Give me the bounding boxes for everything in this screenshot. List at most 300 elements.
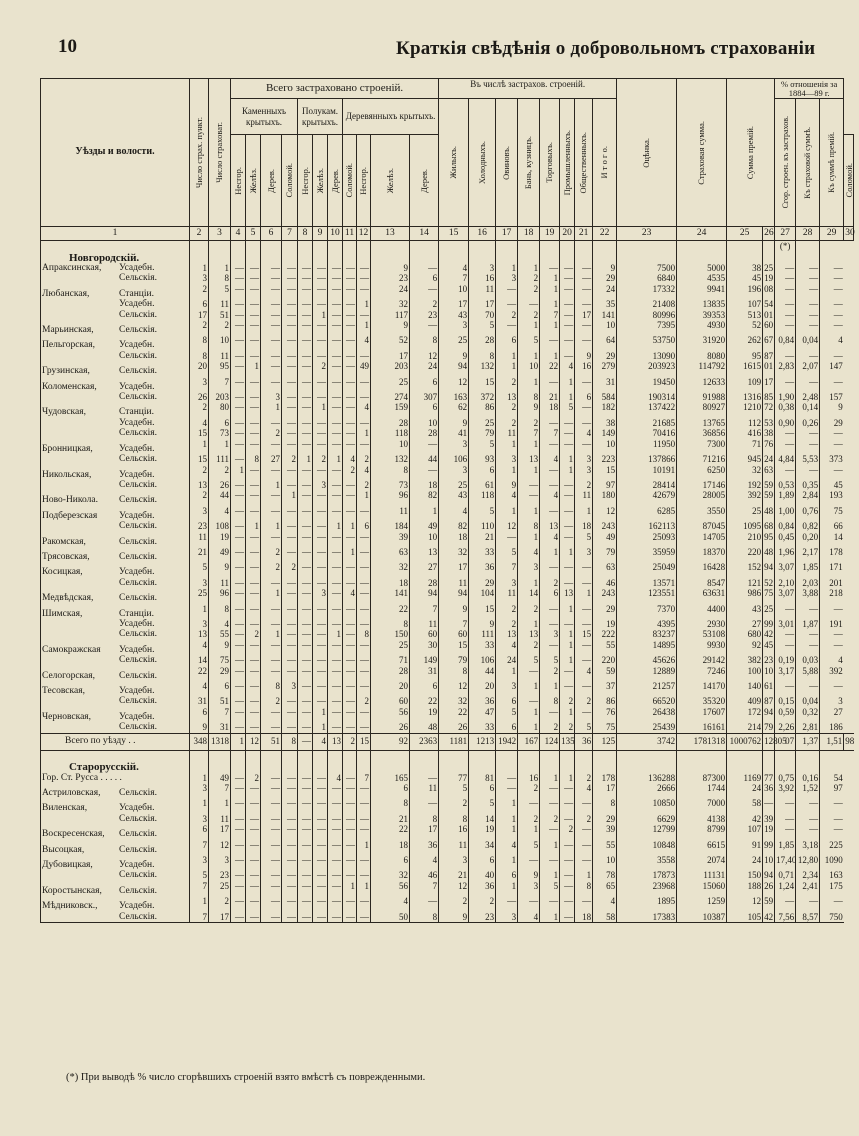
table-cell: 0,26 [796,418,820,428]
table-cell: 10387 [677,912,727,923]
table-cell: — [328,320,343,335]
header-zhelez-p: Желѣз. [314,167,325,194]
table-cell: — [775,263,796,273]
table-cell: — [261,263,282,273]
table-row [41,629,854,639]
row-label [41,840,190,855]
table-cell: 4 [540,454,560,464]
table-cell: 21 [371,814,410,824]
table-cell: 60 [763,320,775,335]
table-cell: 11 [575,490,593,505]
table-cell: 3 [575,547,593,562]
table-cell: — [298,588,313,603]
total-cell: 1000762 [727,733,763,750]
settlement-kind: Станціи. [119,608,154,619]
table-cell: — [313,547,328,562]
empty-cell [231,750,246,773]
table-cell: 36 [410,840,439,855]
table-cell: — [343,562,357,577]
table-cell: 1 [518,351,540,361]
table-cell: 25 [371,640,410,655]
table-cell: 15 [469,377,496,392]
table-cell: 5,88 [796,666,820,681]
table-cell: 92 [727,640,763,655]
table-cell: — [282,310,298,320]
table-cell: 70 [469,310,496,320]
table-cell: 4 [540,532,560,547]
table-cell: — [796,320,820,335]
table-cell: 01 [763,361,775,376]
table-cell: — [261,310,282,320]
table-cell: 68 [764,521,774,532]
table-cell: 4930 [677,320,727,335]
table-cell: 10 [593,320,617,335]
table-cell: 23 [469,912,496,923]
table-cell: 5 [209,284,231,299]
table-cell: 5 [518,840,540,855]
table-cell: 49 [209,547,231,562]
table-cell: 86 [593,696,617,706]
table-cell: 372 [469,392,496,402]
table-cell: — [261,870,282,880]
table-cell: — [775,629,796,639]
table-row [41,722,854,733]
table-cell: — [357,273,371,283]
table-cell: 31 [209,722,231,733]
table-row [41,840,854,855]
table-cell: 29 [593,814,617,824]
volost-name: Марьинская, [42,325,94,336]
total-cell: 2 [343,733,357,750]
table-cell: 9 [575,351,593,361]
table-cell: — [343,798,357,813]
table-cell: 23 [410,310,439,320]
table-row [41,439,854,454]
table-cell: — [540,506,560,521]
table-cell: 52 [764,577,774,588]
table-cell: — [575,681,593,696]
table-cell: 27 [261,454,282,464]
table-cell: 6 [209,681,231,696]
table-row [41,896,854,911]
table-cell: 1 [540,299,560,309]
table-cell: — [560,855,575,870]
table-cell: 1 [560,465,575,480]
header-promysh: Промышленныхъ. [561,129,572,196]
table-cell: — [357,798,371,813]
table-cell: — [298,783,313,798]
table-cell: 16 [518,773,540,783]
volost-name: Чудовская, [42,407,86,418]
table-cell: — [518,896,540,911]
table-cell: 13 [410,547,439,562]
table-cell: — [575,299,593,309]
table-cell: — [796,377,820,392]
table-cell: 9 [209,562,231,577]
table-cell: 945 [727,454,763,464]
table-cell: — [343,855,357,870]
column-number: 12 [357,227,371,241]
table-cell: — [313,335,328,350]
table-cell: 87 [764,696,774,707]
table-cell: 4138 [677,814,727,824]
header-strah: Число страховат. [214,122,224,183]
column-number: 3 [209,227,231,241]
table-cell: — [298,547,313,562]
table-cell: 3 [313,480,328,490]
table-cell: — [518,798,540,813]
header-k-summe: Къ суммѣ премій. [827,132,837,193]
table-cell: — [282,604,298,619]
table-cell: 6 [469,465,496,480]
empty-cell [775,750,796,773]
table-cell: 203923 [617,361,677,376]
table-cell: 22 [540,361,560,376]
table-cell: 10191 [617,465,677,480]
settlement-kind: Сельскія. [119,428,157,439]
table-cell: 25 [190,588,209,603]
settlement-kind: Сельскія. [119,577,157,588]
table-cell: 17 [593,783,617,798]
empty-cell [410,241,439,264]
section-header [41,241,854,264]
table-cell: 17 [410,824,439,839]
table-cell: 25093 [617,532,677,547]
table-cell: 6 [496,870,518,880]
table-cell: — [796,824,820,839]
table-cell: 186 [820,722,844,733]
table-cell: — [261,722,282,733]
page-number: 10 [58,36,77,57]
table-cell: — [343,299,357,309]
table-row [41,604,854,619]
table-cell: — [298,490,313,505]
table-cell: 2,03 [796,578,820,588]
table-cell: — [282,578,298,588]
table-cell: — [282,465,298,480]
table-cell: — [328,681,343,696]
total-cell: 1 [231,733,246,750]
table-cell: — [298,814,313,824]
table-cell: 79 [469,428,496,438]
table-cell: 75 [820,506,844,521]
table-cell: — [313,392,328,402]
table-cell: 0,75 [775,773,796,783]
total-cell: 15 [357,733,371,750]
table-cell: 41 [439,428,469,438]
table-cell: 45 [763,640,775,655]
table-cell: 5 [496,707,518,722]
table-cell: 21257 [617,681,677,696]
table-cell: — [328,335,343,350]
table-cell: — [231,798,246,813]
table-cell: — [282,521,298,531]
column-number: 4 [231,227,246,241]
table-cell: — [282,588,298,603]
table-cell: — [575,640,593,655]
table-cell: — [357,814,371,824]
table-cell: — [246,870,261,880]
table-cell: 13090 [617,351,677,361]
table-cell: — [328,284,343,299]
table-row [41,562,854,577]
table-cell: — [328,578,343,588]
table-cell: — [282,402,298,417]
table-cell: 13 [518,454,540,464]
row-label [41,640,190,655]
empty-cell [246,750,261,773]
table-cell: — [796,273,820,283]
table-cell: 214 [727,722,763,733]
table-cell: — [343,310,357,320]
table-cell: 99 [764,618,774,629]
volost-name: Тесовская, [42,686,85,696]
table-cell: 1 [560,629,575,639]
table-cell: — [231,881,246,896]
table-cell: 9 [820,402,844,417]
table-cell: — [282,640,298,655]
settlement-kind: Сельскія. [119,829,157,840]
table-cell: 16 [575,361,593,376]
settlement-kind: Усадебн. [119,443,155,454]
header-k-strah: Къ страховой суммѣ. [803,126,813,199]
table-cell: 18 [371,578,410,588]
table-cell: — [575,263,593,273]
table-cell: — [560,273,575,283]
table-cell: 3,17 [775,666,796,681]
table-cell: — [575,562,593,577]
table-cell: 159 [371,402,410,417]
table-cell: — [231,696,246,706]
row-label [41,273,190,283]
table-cell: — [313,619,328,629]
table-cell: 12 [593,506,617,521]
table-cell: 75 [209,655,231,665]
row-label [41,655,190,665]
table-cell: 1 [540,912,560,923]
settlement-kind: Сельскія. [119,325,157,336]
empty-cell [617,750,677,773]
table-cell: 2,10 [775,578,796,588]
table-cell: — [246,418,261,428]
table-cell: 8 [410,912,439,923]
table-cell: — [282,273,298,283]
table-cell: — [343,840,357,855]
empty-cell [357,241,371,264]
table-cell: 218 [820,588,844,603]
table-cell: 17 [190,310,209,320]
table-cell: 7 [496,562,518,577]
table-cell: 2,83 [775,361,796,376]
table-cell: — [560,814,575,824]
empty-cell [593,750,617,773]
table-cell: — [261,855,282,870]
table-cell: — [313,263,328,273]
table-cell: — [261,351,282,361]
table-cell: 33 [469,640,496,655]
table-cell: 243 [593,521,617,531]
table-cell: — [298,881,313,896]
total-cell: 348 [190,733,209,750]
volost-name: Коростынская, [42,885,102,896]
table-cell: — [246,619,261,629]
table-cell: — [298,619,313,629]
table-cell: — [231,619,246,629]
table-cell: 9 [371,263,410,273]
table-cell: 3 [190,783,209,798]
table-row [41,681,854,696]
table-cell: — [775,640,796,655]
table-cell: 67 [763,335,775,350]
table-cell: 4 [496,640,518,655]
table-cell: — [343,273,357,283]
table-cell: — [231,428,246,438]
table-cell: 2 [496,402,518,417]
table-cell: 71216 [677,454,727,464]
table-cell: 1895 [617,896,677,911]
header-v-chisle: Въ числѣ застрахов. строеній. [439,79,617,99]
table-cell: 18 [371,840,410,855]
table-cell: 60 [371,696,410,706]
table-cell: 2 [439,896,469,911]
table-cell: 1 [496,814,518,824]
table-cell: — [357,604,371,619]
table-cell: 73 [371,480,410,490]
settlement-kind: Усадебн. [119,711,155,722]
table-cell: — [357,824,371,839]
empty-cell [575,241,593,264]
table-cell: 3 [209,855,231,870]
table-cell: 7 [439,273,469,283]
table-cell: 109 [727,377,763,392]
table-cell: — [775,284,796,299]
empty-cell [763,750,775,773]
table-cell: 7 [190,840,209,855]
table-cell: — [298,263,313,273]
empty-cell [261,750,282,773]
table-cell: 1 [560,454,575,464]
header-nesgor-d: Несгор. [358,166,368,195]
empty-cell [540,241,560,264]
table-cell: 2 [518,783,540,798]
column-number: 26 [763,227,775,241]
table-cell: 6250 [677,465,727,480]
table-cell: 373 [820,454,844,464]
table-cell: 163 [439,392,469,402]
empty-cell [439,750,469,773]
table-cell: 1 [496,506,518,521]
table-cell: — [343,604,357,619]
table-cell: 2 [190,284,209,299]
table-cell: — [775,299,796,309]
table-cell: 1 [518,824,540,839]
empty-cell [796,750,820,773]
table-cell: — [282,299,298,309]
column-number: 15 [439,227,469,241]
table-cell: 8 [518,392,540,402]
table-cell: 47 [469,707,496,722]
table-cell: 91988 [677,392,727,402]
empty-cell [540,750,560,773]
table-cell: — [343,392,357,402]
table-cell: — [313,377,328,392]
table-cell: — [231,402,246,417]
table-cell: 1 [575,870,593,880]
table-cell: 1 [343,521,357,531]
table-cell: 141 [593,310,617,320]
table-cell: — [540,562,560,577]
settlement-kind: Усадебн. [119,618,155,629]
table-cell: 149 [410,655,439,665]
table-cell: — [540,619,560,629]
table-cell: 5,53 [796,454,820,464]
table-cell: — [298,299,313,309]
row-label [41,814,190,824]
header-solom-k: Соломой. [284,163,294,198]
table-cell: — [246,707,261,722]
table-cell: 513 [727,310,763,320]
table-cell: — [560,783,575,798]
table-cell: — [313,428,328,438]
row-label [41,490,190,505]
table-cell: — [575,655,593,665]
header-solom-p: Соломой. [344,163,354,198]
table-cell: — [328,506,343,521]
table-cell: 28 [469,335,496,350]
table-cell: — [820,640,844,655]
table-cell: 0,90 [775,418,796,428]
table-cell: 30 [410,640,439,655]
table-row [41,696,854,706]
table-cell: 60 [410,629,439,639]
table-cell: 6 [575,392,593,402]
table-cell: 44 [469,666,496,681]
table-cell: 3 [261,392,282,402]
table-cell: 1 [357,320,371,335]
table-cell: 2 [261,428,282,438]
table-cell: — [261,439,282,454]
table-cell: 38 [593,418,617,428]
table-cell: — [246,722,261,733]
table-cell: — [343,722,357,733]
total-cell: 51 [261,733,282,750]
table-cell: 0,35 [796,480,820,490]
table-cell: 28 [410,578,439,588]
table-cell: 49 [209,773,231,783]
row-label [41,402,190,417]
table-cell: — [540,263,560,273]
table-cell: — [298,640,313,655]
table-cell: — [575,418,593,428]
table-cell: — [328,855,343,870]
table-cell: 165 [371,773,410,783]
table-cell: 6 [371,855,410,870]
table-cell: 2 [575,696,593,706]
table-cell: 1 [540,681,560,696]
table-cell: 53108 [677,629,727,639]
table-row [41,506,854,521]
total-cell: 1318 [209,733,231,750]
table-cell: — [313,532,328,547]
table-cell: 1 [357,840,371,855]
table-cell: 1 [261,521,282,531]
table-cell: — [328,655,343,665]
table-cell: 11131 [677,870,727,880]
empty-cell [727,241,763,264]
table-cell: 58 [727,798,763,813]
table-cell: 1 [560,707,575,722]
column-number: 10 [328,227,343,241]
